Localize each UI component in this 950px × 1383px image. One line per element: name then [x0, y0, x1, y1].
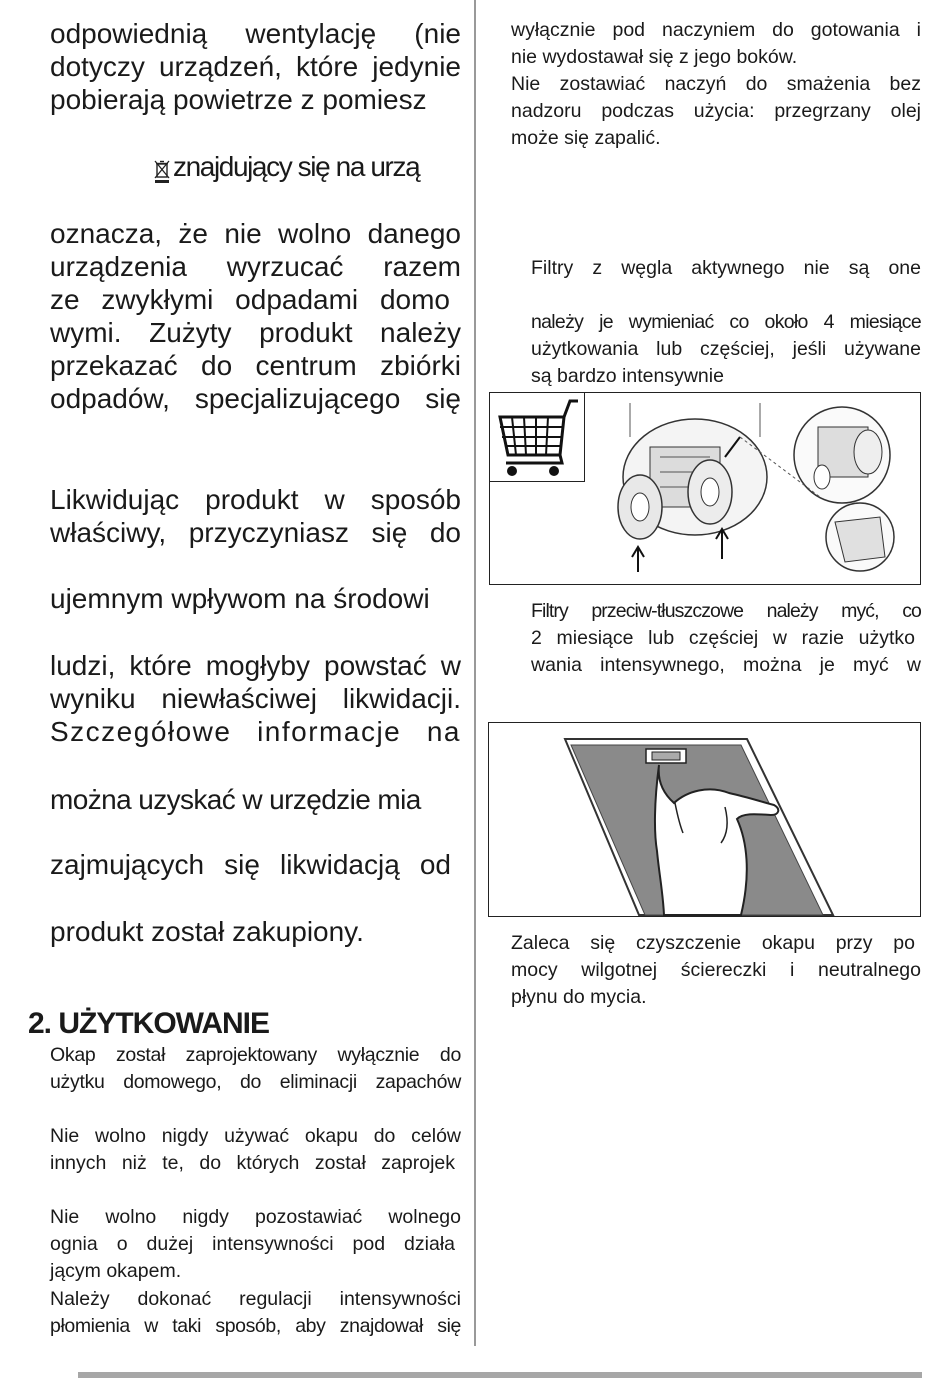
- body-line: przekazać do centrum zbiórki: [50, 350, 461, 381]
- footer-rule: [78, 1372, 922, 1378]
- body-line: Szczegółowe informacje na: [50, 716, 461, 747]
- body-line: znajdujący się na urzą: [173, 151, 420, 182]
- body-line: użytku domowego, do eliminacji zapachów: [50, 1071, 461, 1093]
- body-line: ze zwykłymi odpadami domo: [50, 284, 450, 315]
- body-line: innych niż te, do których został zaprojek: [50, 1152, 455, 1174]
- body-line: oznacza, że nie wolno danego: [50, 218, 461, 249]
- body-line: płomienia w taki sposób, aby znajdował się: [50, 1315, 461, 1337]
- body-line: Zaleca się czyszczenie okapu przy po: [511, 932, 915, 954]
- body-line: nie wydostawał się z jego boków.: [511, 46, 798, 68]
- body-line: 2 miesiące lub częściej w razie użytko: [531, 627, 915, 649]
- body-line: Nie wolno nigdy używać okapu do celów: [50, 1125, 461, 1147]
- filter-drawing: [590, 397, 916, 579]
- crossed-bin-icon: [154, 160, 170, 184]
- body-line: odpadów, specjalizującego się: [50, 383, 461, 414]
- body-line: dotyczy urządzeń, które jedynie: [50, 51, 461, 82]
- grease-filter-illustration: [488, 722, 921, 917]
- body-line: wania intensywnego, można je myć w: [531, 654, 921, 676]
- body-line: wyłącznie pod naczyniem do gotowania i: [511, 19, 921, 41]
- body-line: odpowiednią wentylację (nie: [50, 18, 461, 49]
- body-line: ludzi, które mogłyby powstać w: [50, 650, 461, 681]
- body-line: płynu do mycia.: [511, 986, 647, 1008]
- body-line: Filtry przeciw-tłuszczowe należy myć, co: [531, 600, 921, 622]
- body-line: nadzoru podczas użycia: przegrzany olej: [511, 100, 921, 122]
- body-line: zajmujących się likwidacją od: [50, 849, 451, 880]
- column-divider: [474, 0, 476, 1346]
- body-line: Nie wolno nigdy pozostawiać wolnego: [50, 1206, 461, 1228]
- body-line: pobierają powietrze z pomiesz: [50, 84, 427, 115]
- cart-box: [490, 393, 585, 482]
- body-line: produkt został zakupiony.: [50, 916, 364, 947]
- carbon-filter-illustration: [489, 392, 921, 585]
- shopping-cart-icon: [490, 393, 584, 481]
- body-line: można uzyskać w urzędzie mia: [50, 784, 421, 815]
- body-line: mocy wilgotnej ściereczki i neutralnego: [511, 959, 921, 981]
- body-line: jącym okapem.: [50, 1260, 182, 1282]
- body-line: Nie zostawiać naczyń do smażenia bez: [511, 73, 921, 95]
- body-line: Należy dokonać regulacji intensywności: [50, 1288, 461, 1310]
- body-line: Okap został zaprojektowany wyłącznie do: [50, 1044, 461, 1066]
- body-line: są bardzo intensywnie: [531, 365, 724, 387]
- body-line: urządzenia wyrzucać razem: [50, 251, 461, 282]
- body-line: ognia o dużej intensywności pod działa: [50, 1233, 455, 1255]
- body-line: ujemnym wpływom na środowi: [50, 583, 430, 614]
- weee-symbol-line: [154, 150, 419, 184]
- body-line: właściwy, przyczyniasz się do: [50, 517, 461, 548]
- body-line: Likwidując produkt w sposób: [50, 484, 461, 515]
- body-line: może się zapalić.: [511, 127, 661, 149]
- body-line: wymi. Zużyty produkt należy: [50, 317, 461, 348]
- section-heading: 2. UŻYTKOWANIE: [28, 1007, 270, 1040]
- body-line: wyniku niewłaściwej likwidacji.: [50, 683, 461, 714]
- body-line: Filtry z węgla aktywnego nie są one: [531, 257, 921, 279]
- body-line: należy je wymieniać co około 4 miesiące: [531, 311, 921, 333]
- body-line: użytkowania lub częściej, jeśli używane: [531, 338, 921, 360]
- grease-filter-drawing: [489, 723, 920, 916]
